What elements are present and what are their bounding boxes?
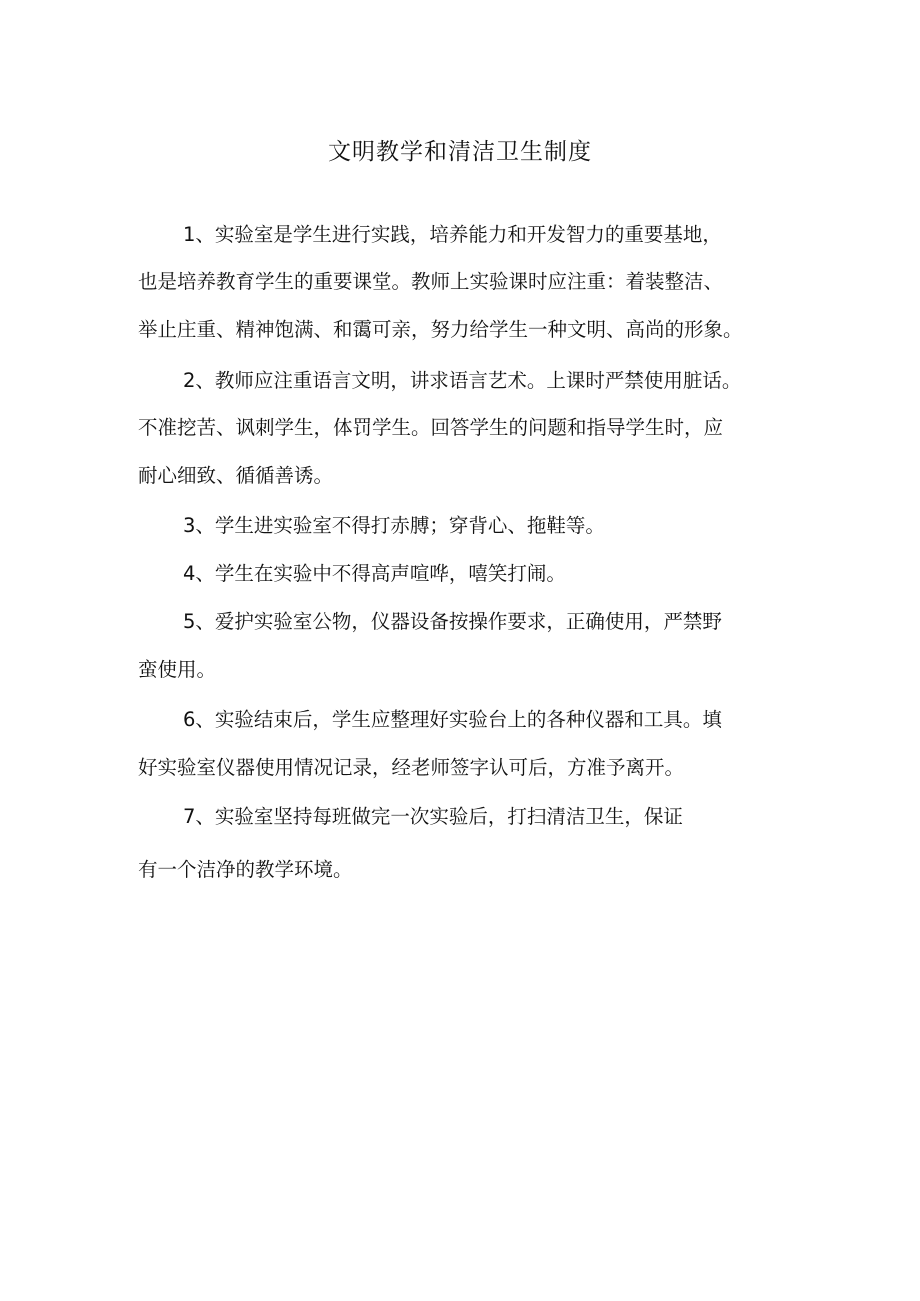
paragraph-5-line-2: 蛮使用。	[138, 658, 217, 681]
document-title: 文明教学和清洁卫生制度	[328, 139, 592, 165]
paragraph-1-line-2: 也是培养教育学生的重要课堂。教师上实验课时应注重：着装整洁、	[138, 270, 724, 293]
paragraph-5-line-1: 5、爱护实验室公物，仪器设备按操作要求，正确使用，严禁野	[183, 610, 722, 633]
paragraph-7-line-2: 有一个洁净的教学环境。	[138, 858, 353, 881]
paragraph-2-line-1: 2、教师应注重语言文明，讲求语言艺术。上课时严禁使用脏话。	[183, 369, 742, 392]
paragraph-6-line-1: 6、实验结束后，学生应整理好实验台上的各种仪器和工具。填	[183, 708, 722, 731]
paragraph-2-line-3: 耐心细致、循循善诱。	[138, 464, 334, 487]
paragraph-2-line-2: 不准挖苦、讽刺学生，体罚学生。回答学生的问题和指导学生时，应	[138, 416, 724, 439]
paragraph-7-line-1: 7、实验室坚持每班做完一次实验后，打扫清洁卫生，保证	[183, 805, 683, 828]
paragraph-1-line-3: 举止庄重、精神饱满、和霭可亲，努力给学生一种文明、高尚的形象。	[138, 318, 743, 341]
paragraph-4-line-1: 4、学生在实验中不得高声喧哗，嘻笑打闹。	[183, 562, 566, 585]
paragraph-3-line-1: 3、学生进实验室不得打赤膊；穿背心、拖鞋等。	[183, 514, 605, 537]
paragraph-1-line-1: 1、实验室是学生进行实践，培养能力和开发智力的重要基地，	[183, 223, 722, 246]
paragraph-6-line-2: 好实验室仪器使用情况记录，经老师签字认可后，方准予离开。	[138, 756, 685, 779]
